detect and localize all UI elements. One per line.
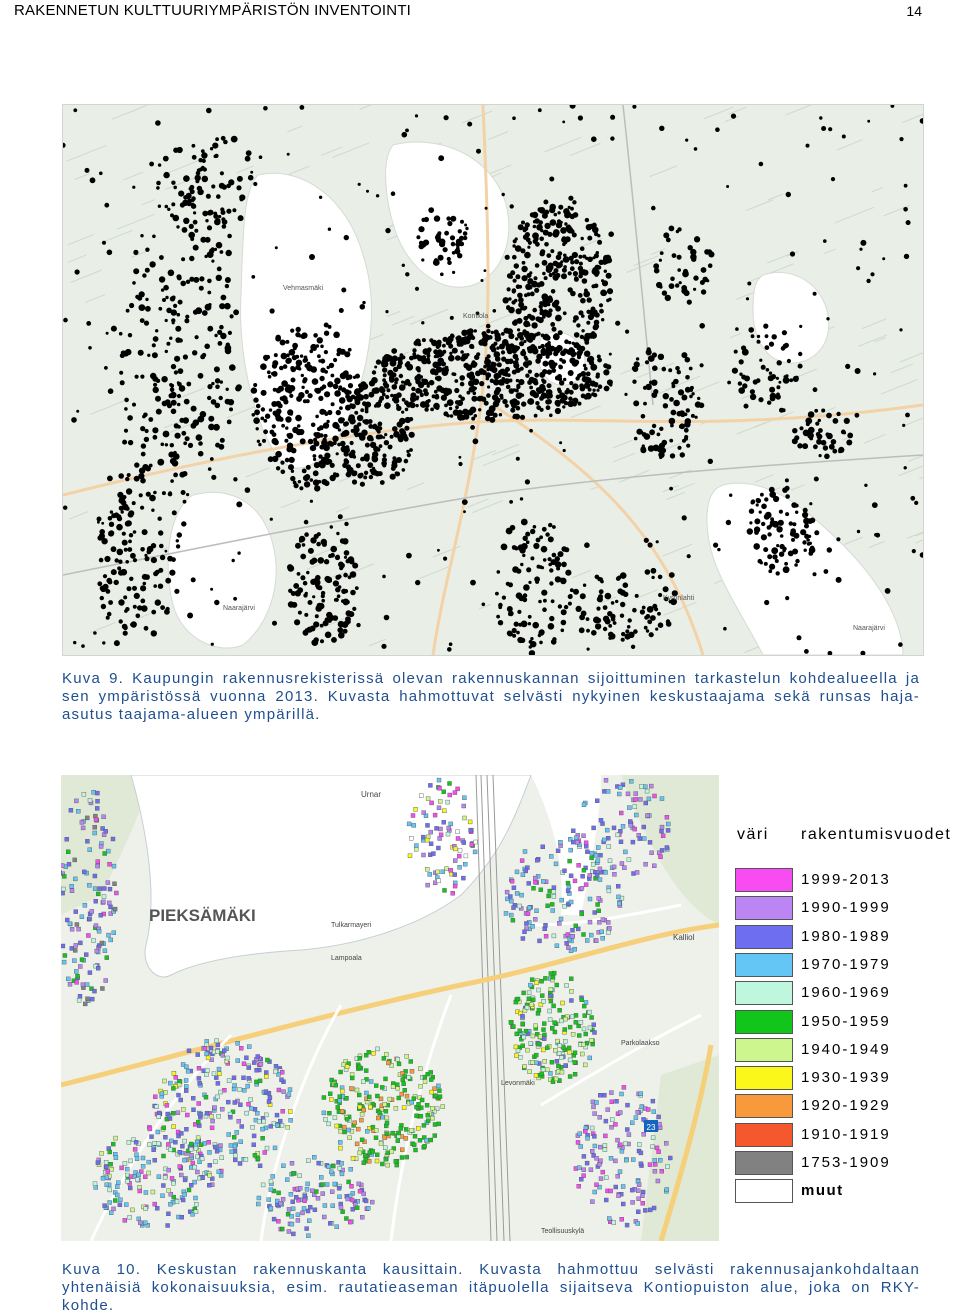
map-label: Teollisuuskylä [541, 1228, 585, 1235]
legend-swatch [735, 868, 793, 892]
legend-label: 1999-2013 [801, 871, 891, 888]
legend-label: 1940-1949 [801, 1040, 891, 1058]
map-label: Levonmäki [501, 1080, 535, 1087]
map-label: Kalliol [673, 933, 695, 942]
legend-label: 1990-1999 [801, 899, 891, 917]
legend-label: 1970-1979 [801, 955, 891, 973]
legend-item [735, 868, 960, 894]
legend-label: 1753-1909 [801, 1154, 891, 1171]
legend-item [735, 981, 960, 1007]
page-number: 14 [906, 3, 922, 19]
legend-swatch [735, 1123, 793, 1147]
map-label: Kontiola [463, 313, 489, 320]
legend-swatch [735, 953, 793, 977]
legend-swatch [735, 1151, 793, 1175]
legend-item [735, 1038, 960, 1064]
building-age-legend [735, 826, 960, 1206]
road-number-label: 23 [646, 1123, 656, 1132]
building-age-map [61, 775, 719, 1241]
legend-color-header: väri [737, 826, 769, 843]
figure-caption: Kuva 9. Kaupungin rakennusrekisterissä olevan rakennuskannan sijoittuminen tarkastelun kohdealueella ja sen ympäristössä vuonna 2013. Kuvasta hahmottuvat selvästi nykyinen keskustaajama sekä runsas haja-asutus taajama-alueen ympärillä. [62, 670, 920, 723]
legend-swatch [735, 981, 793, 1005]
map-label: Lampoala [331, 955, 362, 962]
legend-swatch [735, 1066, 793, 1090]
legend-swatch [735, 1038, 793, 1062]
map-label: Urnar [361, 790, 382, 799]
document-header-title: RAKENNETUN KULTTUURIYMPÄRISTÖN INVENTOINTI [14, 2, 412, 19]
legend-label: 1910-1919 [801, 1125, 891, 1143]
legend-item [735, 1066, 960, 1092]
legend-label: 1920-1929 [801, 1097, 891, 1115]
map-label: Kyrönlahti [663, 595, 695, 602]
figure-caption: Kuva 10. Keskustan rakennuskanta kausittain. Kuvasta hahmottuu selvästi rakennusajankohdaltaan yhtenäisiä kokonaisuuksia, esim. rautatieaseman itäpuolella sijaitseva Kontiopuiston alue, joka on RKY-kohde. [62, 1261, 920, 1314]
town-name-label: PIEKSÄMÄKI [149, 906, 256, 925]
legend-item [735, 953, 960, 979]
map-label: Vehmasmäki [283, 285, 324, 292]
legend-swatch [735, 1010, 793, 1034]
map-label: Parkolaakso [621, 1040, 660, 1047]
legend-swatch [735, 896, 793, 920]
map-label: Naarajärvi [853, 625, 885, 632]
building-locations-map [62, 104, 924, 656]
legend-item [735, 1094, 960, 1120]
legend-swatch [735, 925, 793, 949]
map-label: Tulkarmayeri [331, 922, 372, 929]
map-label: Naarajärvi [223, 605, 255, 612]
legend-item [735, 1010, 960, 1036]
legend-label: 1950-1959 [801, 1012, 891, 1030]
legend-years-header: rakentumisvuodet [801, 826, 952, 843]
legend-label: muut [801, 1182, 844, 1200]
legend-swatch [735, 1179, 793, 1203]
legend-item [735, 1179, 960, 1205]
legend-label: 1980-1989 [801, 927, 891, 945]
legend-item [735, 1151, 960, 1177]
legend-item [735, 1123, 960, 1149]
legend-swatch [735, 1094, 793, 1118]
legend-label: 1960-1969 [801, 984, 891, 1002]
legend-label: 1930-1939 [801, 1069, 891, 1087]
legend-item [735, 925, 960, 951]
legend-item [735, 896, 960, 922]
